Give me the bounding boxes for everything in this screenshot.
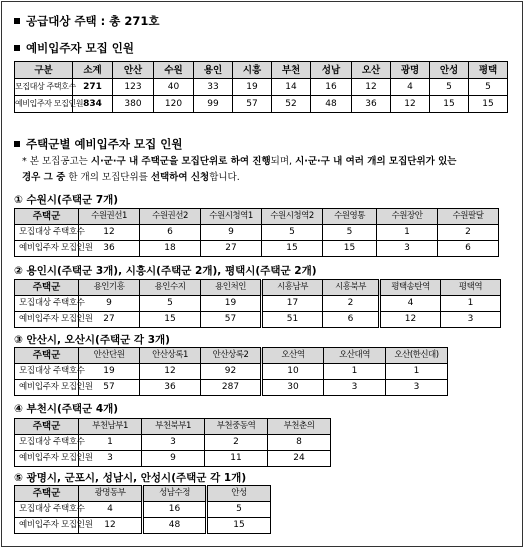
value-cell: 1 (79, 435, 142, 451)
value-cell: 57 (201, 312, 262, 328)
group-name: 수원장안 (377, 209, 438, 225)
value-cell: 15 (140, 312, 201, 328)
square-bullet-icon (14, 45, 20, 51)
value-cell: 3 (377, 241, 438, 257)
value-cell: 15 (323, 241, 377, 257)
value-cell: 12 (79, 225, 140, 241)
value-cell: 57 (233, 96, 272, 113)
value-cell: 3 (79, 451, 142, 467)
value-cell: 1 (377, 225, 438, 241)
value-cell: 12 (352, 79, 391, 96)
value-cell: 2 (438, 225, 499, 241)
value-cell: 24 (268, 451, 331, 467)
group-name: 수원시청역2 (262, 209, 323, 225)
value-cell: 5 (262, 225, 323, 241)
value-cell: 4 (79, 502, 143, 518)
value-cell: 2 (323, 296, 380, 312)
group-name: 시흥북부 (323, 280, 380, 296)
table-header-row (15, 209, 499, 225)
ansan-osan-table (14, 347, 448, 396)
value-cell: 5 (323, 225, 377, 241)
overview-header-row (15, 62, 508, 79)
group-name: 수원영통 (323, 209, 377, 225)
total-cell: 271 (73, 79, 113, 96)
value-cell: 18 (140, 241, 201, 257)
overview-header-cell: 오산 (352, 62, 391, 79)
value-cell: 19 (233, 79, 272, 96)
value-cell: 8 (268, 435, 331, 451)
value-cell: 14 (272, 79, 311, 96)
group-name: 안산상록1 (140, 348, 201, 364)
group-name: 평택역 (441, 280, 501, 296)
value-cell: 6 (140, 225, 201, 241)
gwangmyeong-seongnam-anseong-table (14, 485, 271, 534)
overview-header-cell: 부천 (272, 62, 311, 79)
value-cell: 12 (140, 364, 201, 380)
homes-row (15, 435, 331, 451)
value-cell: 2 (205, 435, 268, 451)
overview-header-cell: 안성 (430, 62, 469, 79)
overview-header-cell: 용인 (194, 62, 233, 79)
group-header: 주택군 (15, 486, 79, 502)
row-label: 예비입주자 모집인원 (15, 451, 79, 467)
group-header: 주택군 (15, 209, 79, 225)
value-cell: 1 (324, 364, 386, 380)
groups-note-line-2: 경우 그 중 한 개의 모집단위를 선택하여 신청합니다. (22, 172, 240, 183)
value-cell: 5 (430, 79, 469, 96)
value-cell: 3 (142, 435, 205, 451)
group-name: 광명동부 (79, 486, 143, 502)
overview-row-people (15, 96, 508, 113)
row-label: 예비입주자 모집인원 (15, 96, 73, 113)
row-label: 모집대상 주택호수 (15, 225, 79, 241)
overview-title: 예비입주자 모집 인원 (26, 41, 134, 55)
overview-row-homes (15, 79, 508, 96)
overview-header-cell: 소계 (73, 62, 113, 79)
value-cell: 9 (142, 451, 205, 467)
bucheon-table (14, 418, 331, 467)
value-cell: 1 (441, 296, 501, 312)
table-header-row (15, 348, 448, 364)
value-cell: 3 (386, 380, 448, 396)
value-cell: 48 (143, 518, 207, 534)
group-name: 수원권선2 (140, 209, 201, 225)
group-name: 오산(한신대) (386, 348, 448, 364)
group-name: 용인수지 (140, 280, 201, 296)
group-name: 시흥남부 (262, 280, 323, 296)
value-cell: 16 (311, 79, 352, 96)
overview-header-cell: 성남 (311, 62, 352, 79)
suwon-table (14, 208, 499, 257)
value-cell: 5 (207, 502, 271, 518)
value-cell: 6 (323, 312, 380, 328)
value-cell: 5 (469, 79, 508, 96)
group-name: 평택송탄역 (380, 280, 441, 296)
table-5-title: ⑤ 광명시, 군포시, 성남시, 안성시(주택군 각 1개) (14, 472, 247, 484)
homes-row (15, 225, 499, 241)
value-cell: 287 (201, 380, 262, 396)
value-cell: 15 (430, 96, 469, 113)
people-row (15, 312, 501, 328)
row-label: 모집대상 주택호수 (15, 502, 79, 518)
value-cell: 33 (194, 79, 233, 96)
value-cell: 36 (79, 241, 140, 257)
group-name: 오산대역 (324, 348, 386, 364)
people-row (15, 451, 331, 467)
value-cell: 12 (391, 96, 430, 113)
table-header-row (15, 486, 271, 502)
overview-table (14, 61, 508, 113)
total-cell: 834 (73, 96, 113, 113)
overview-header-cell: 시흥 (233, 62, 272, 79)
row-label: 모집대상 주택호수 (15, 435, 79, 451)
group-name: 부천북부1 (142, 419, 205, 435)
overview-heading (14, 40, 134, 56)
supply-text: 공급대상 주택 : 총 271호 (26, 14, 160, 28)
table-2-title: ② 용인시(주택군 3개), 시흥시(주택군 2개), 평택시(주택군 2개) (14, 265, 317, 277)
group-name: 수원시청역1 (201, 209, 262, 225)
value-cell: 9 (201, 225, 262, 241)
table-header-row (15, 280, 501, 296)
value-cell: 11 (205, 451, 268, 467)
overview-header-cell: 안산 (113, 62, 154, 79)
yongin-siheung-pyeongtaek-table (14, 279, 501, 328)
people-row (15, 380, 448, 396)
groups-title: 주택군별 예비입주자 모집 인원 (26, 137, 183, 151)
value-cell: 12 (380, 312, 441, 328)
value-cell: 52 (272, 96, 311, 113)
value-cell: 57 (79, 380, 140, 396)
value-cell: 27 (79, 312, 140, 328)
value-cell: 51 (262, 312, 323, 328)
overview-header-cell: 수원 (154, 62, 194, 79)
group-header: 주택군 (15, 419, 79, 435)
value-cell: 120 (154, 96, 194, 113)
group-name: 부천춘의 (268, 419, 331, 435)
supply-heading (14, 13, 160, 29)
value-cell: 17 (262, 296, 323, 312)
row-label: 예비입주자 모집인원 (15, 241, 79, 257)
value-cell: 19 (201, 296, 262, 312)
overview-header-cell: 평택 (469, 62, 508, 79)
value-cell: 12 (79, 518, 143, 534)
group-name: 오산역 (262, 348, 324, 364)
homes-row (15, 502, 271, 518)
value-cell: 123 (113, 79, 154, 96)
group-name: 안산상록2 (201, 348, 262, 364)
value-cell: 92 (201, 364, 262, 380)
overview-header-cell: 구분 (15, 62, 73, 79)
value-cell: 36 (140, 380, 201, 396)
value-cell: 9 (79, 296, 140, 312)
value-cell: 15 (469, 96, 508, 113)
value-cell: 4 (391, 79, 430, 96)
row-label: 모집대상 주택호수 (15, 364, 79, 380)
square-bullet-icon (14, 18, 20, 24)
value-cell: 30 (262, 380, 324, 396)
value-cell: 380 (113, 96, 154, 113)
group-name: 안성 (207, 486, 271, 502)
group-header: 주택군 (15, 280, 79, 296)
group-name: 용인기흥 (79, 280, 140, 296)
value-cell: 1 (386, 364, 448, 380)
row-label: 예비입주자 모집인원 (15, 380, 79, 396)
value-cell: 19 (79, 364, 140, 380)
table-header-row (15, 419, 331, 435)
row-label: 모집대상 주택호수 (15, 79, 73, 96)
group-name: 성남수정 (143, 486, 207, 502)
group-name: 수원권선1 (79, 209, 140, 225)
groups-heading (14, 136, 182, 152)
value-cell: 3 (324, 380, 386, 396)
value-cell: 3 (441, 312, 501, 328)
groups-note-line-1: * 본 모집공고는 시·군·구 내 주택군을 모집단위로 하여 진행되며, 시·군·구 내 여러 개의 모집단위가 있는 (22, 156, 457, 167)
group-name: 용인처인 (201, 280, 262, 296)
row-label: 예비입주자 모집인원 (15, 518, 79, 534)
value-cell: 48 (311, 96, 352, 113)
homes-row (15, 296, 501, 312)
value-cell: 15 (207, 518, 271, 534)
value-cell: 36 (352, 96, 391, 113)
value-cell: 27 (201, 241, 262, 257)
table-3-title: ③ 안산시, 오산시(주택군 각 3개) (14, 334, 170, 346)
group-name: 수원팔달 (438, 209, 499, 225)
value-cell: 15 (262, 241, 323, 257)
value-cell: 40 (154, 79, 194, 96)
row-label: 모집대상 주택호수 (15, 296, 79, 312)
value-cell: 16 (143, 502, 207, 518)
group-name: 부천남부1 (79, 419, 142, 435)
value-cell: 4 (380, 296, 441, 312)
value-cell: 99 (194, 96, 233, 113)
value-cell: 10 (262, 364, 324, 380)
square-bullet-icon (14, 141, 20, 147)
people-row (15, 241, 499, 257)
value-cell: 6 (438, 241, 499, 257)
homes-row (15, 364, 448, 380)
value-cell: 5 (140, 296, 201, 312)
group-header: 주택군 (15, 348, 79, 364)
group-name: 부천중동역 (205, 419, 268, 435)
row-label: 예비입주자 모집인원 (15, 312, 79, 328)
overview-header-cell: 광명 (391, 62, 430, 79)
table-4-title: ④ 부천시(주택군 4개) (14, 403, 119, 415)
group-name: 안산단원 (79, 348, 140, 364)
people-row (15, 518, 271, 534)
table-1-title: ① 수원시(주택군 7개) (14, 194, 119, 206)
